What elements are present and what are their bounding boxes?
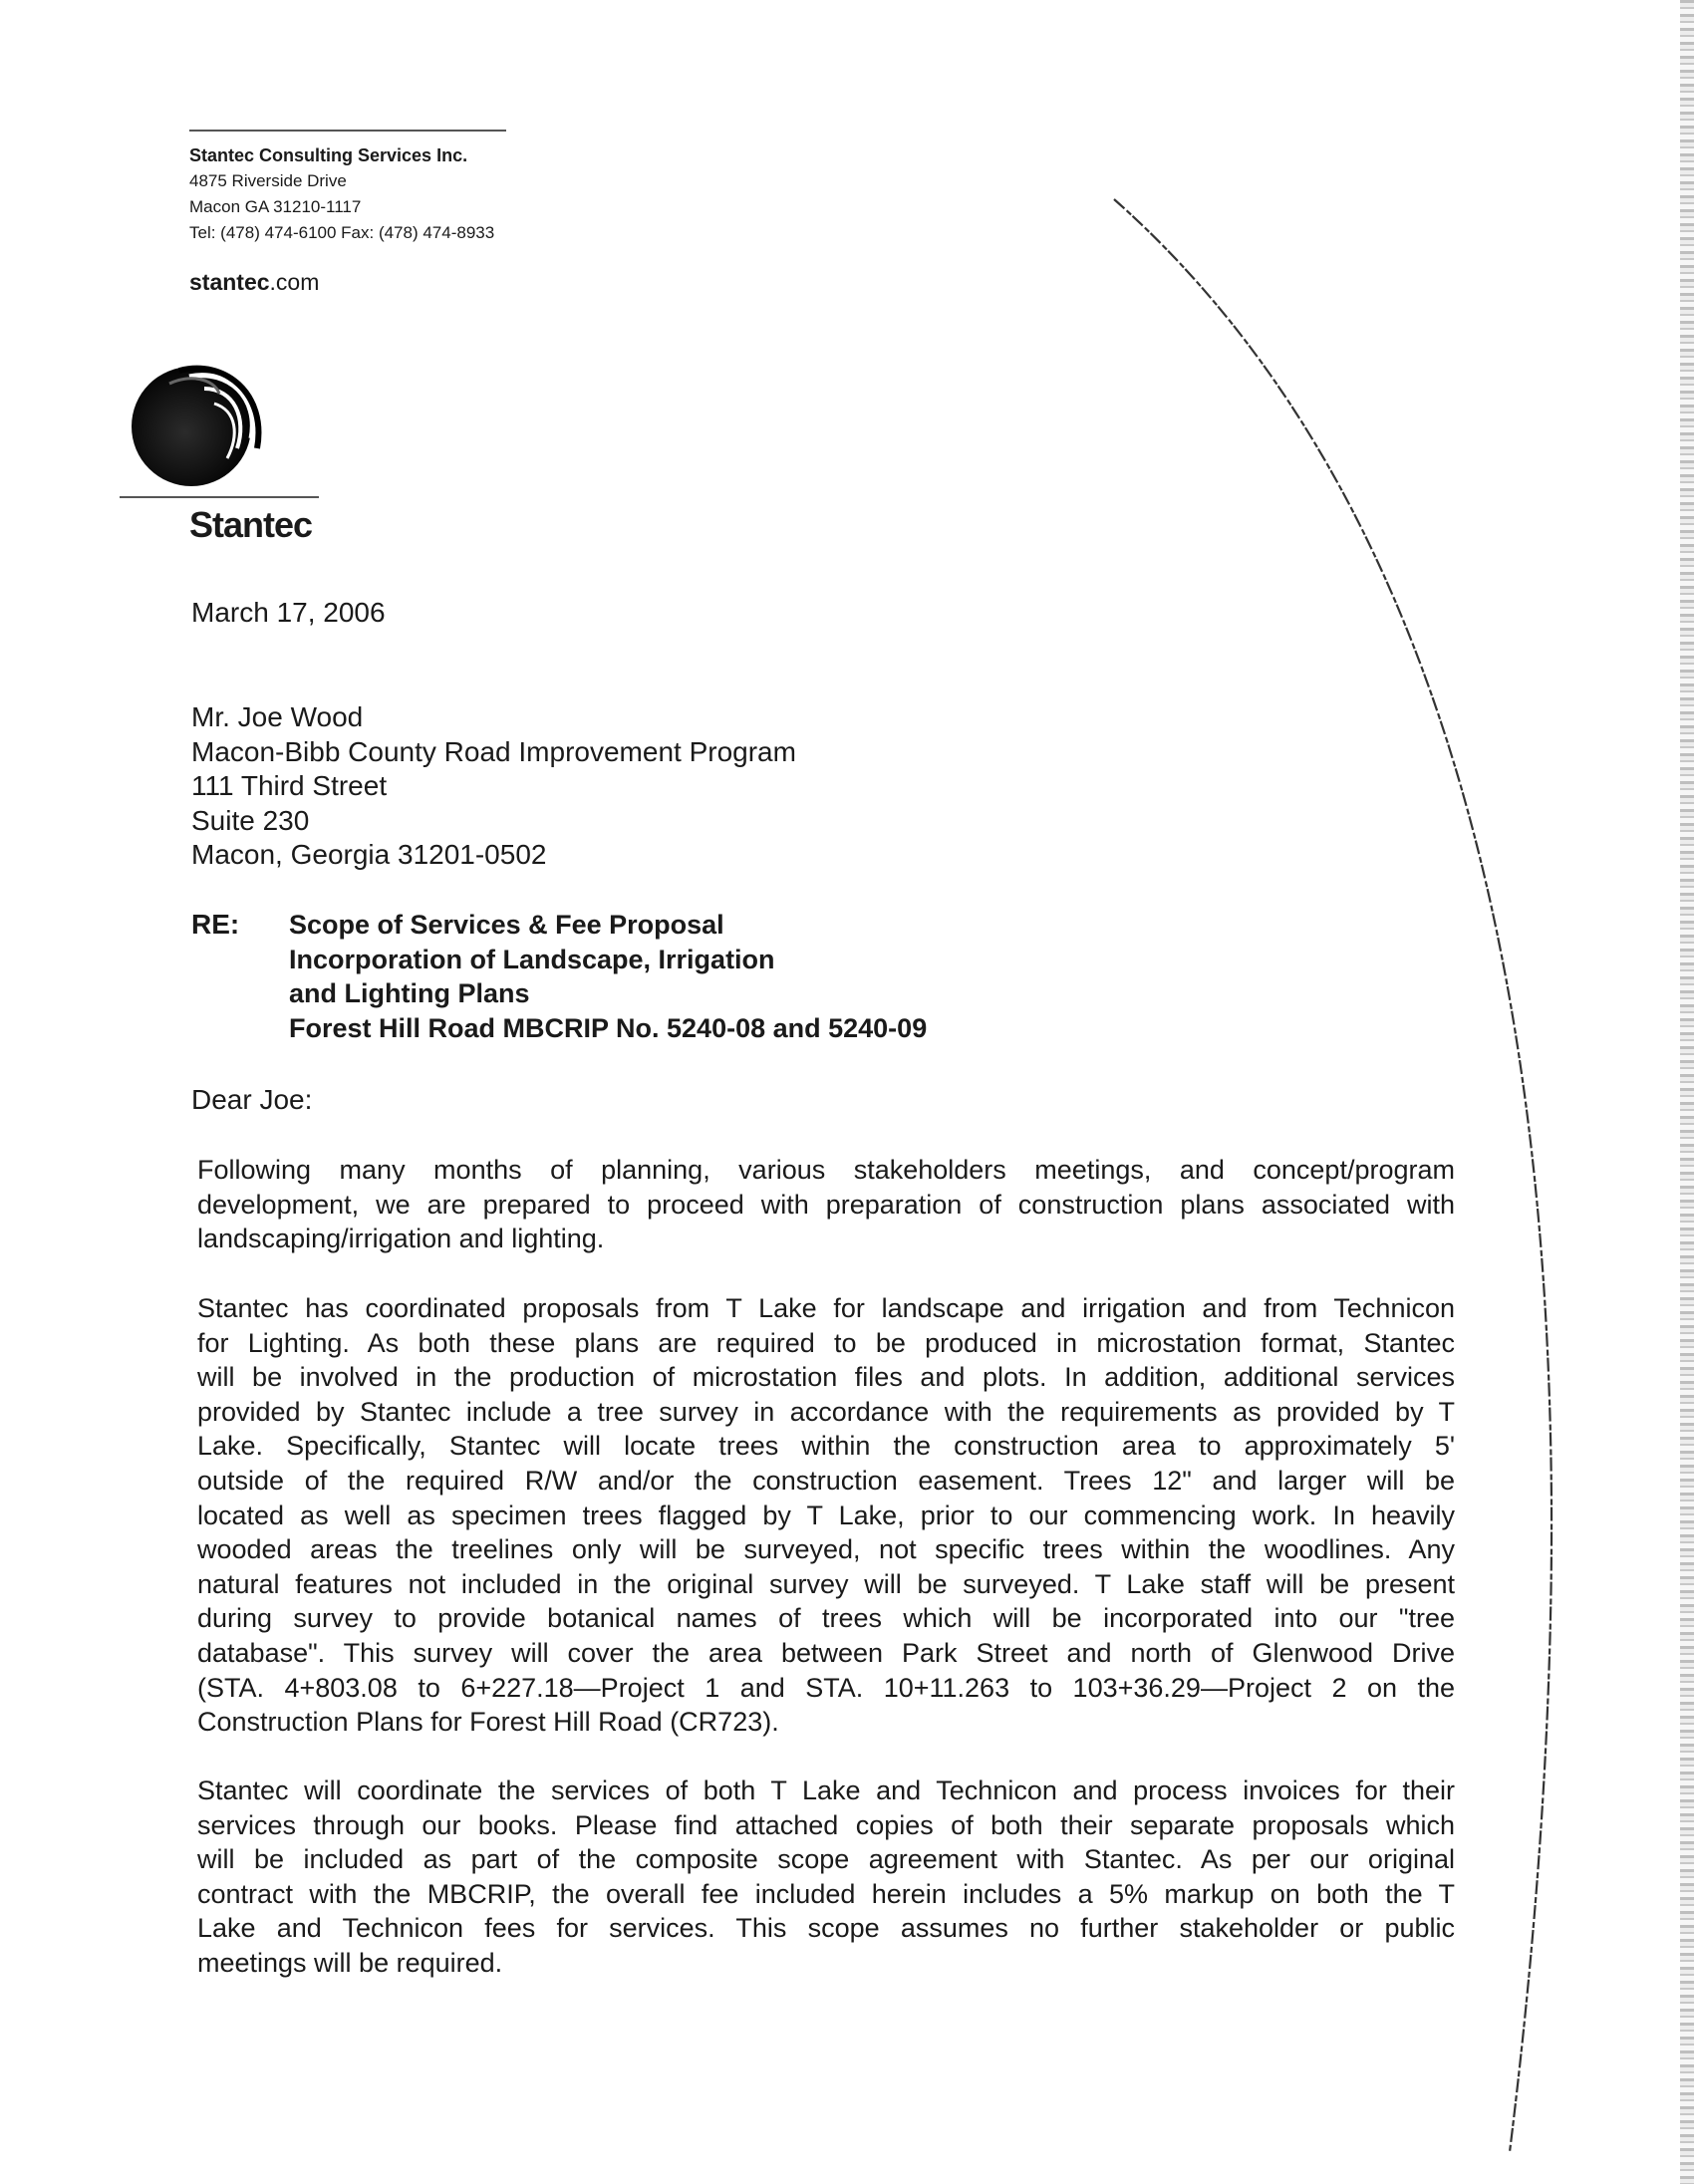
re-line: and Lighting Plans (289, 978, 530, 1008)
paragraph-line: Following many months of planning, various stakeholders meetings, and concept/program (197, 1155, 1455, 1185)
letterhead-website (189, 269, 319, 296)
paragraph-line: Stantec will coordinate the services of both T Lake and Technicon and process invoices for their (197, 1775, 1455, 1805)
re-subject (289, 908, 927, 1045)
re-line: Forest Hill Road MBCRIP No. 5240-08 and 5240-09 (289, 1012, 928, 1043)
paragraph-line: outside of the required R/W and/or the construction easement. Trees 12" and larger will be (197, 1465, 1455, 1496)
salutation: Dear Joe: (191, 1084, 313, 1115)
stantec-globe-logo-icon (120, 349, 269, 498)
scan-edge-artifact (1680, 0, 1694, 2184)
re-line: Incorporation of Landscape, Irrigation (289, 944, 775, 974)
paragraph-line: meetings will be required. (197, 1947, 503, 1978)
paragraph-line: Lake and Technicon fees for services. This scope assumes no further stakeholder or public (197, 1913, 1455, 1944)
paragraph-line: services through our books. Please find attached copies of both their separate proposals which (197, 1809, 1455, 1840)
website-suffix: .com (269, 269, 320, 295)
paragraph-line: natural features not included in the original survey will be surveyed. T Lake staff will be present (197, 1568, 1455, 1599)
letterhead-phone-fax: Tel: (478) 474-6100 Fax: (478) 474-8933 (189, 223, 495, 242)
paragraph-line: during survey to provide botanical names of trees which will be incorporated into our "tree (197, 1603, 1455, 1634)
recipient-line: Mr. Joe Wood (191, 701, 364, 732)
recipient-line: Macon, Georgia 31201-0502 (191, 839, 547, 870)
body-paragraph-2 (197, 1291, 1455, 1740)
recipient-line: 111 Third Street (191, 770, 388, 801)
paragraph-line: located as well as specimen trees flagged by T Lake, prior to our commencing work. In heavily (197, 1500, 1455, 1530)
letterhead-company: Stantec Consulting Services Inc. (189, 145, 468, 165)
re-label: RE: (191, 909, 240, 940)
re-line: Scope of Services & Fee Proposal (289, 910, 724, 940)
paragraph-line: for Lighting. As both these plans are required to be produced in microstation format, Stantec (197, 1327, 1455, 1358)
paragraph-line: landscaping/irrigation and lighting. (197, 1224, 605, 1254)
letterhead-rule (189, 130, 506, 132)
website-bold: stantec (189, 269, 270, 295)
paragraph-line: will be involved in the production of microstation files and plots. In addition, additional services (197, 1362, 1455, 1393)
recipient-address (191, 700, 796, 873)
paragraph-line: provided by Stantec include a tree survey in accordance with the requirements as provided by T (197, 1396, 1455, 1427)
paragraph-line: contract with the MBCRIP, the overall fee included herein includes a 5% markup on both the T (197, 1878, 1455, 1909)
paragraph-line: Stantec has coordinated proposals from T Lake for landscape and irrigation and from Technicon (197, 1293, 1455, 1323)
logo-rule (120, 496, 319, 498)
letter-date: March 17, 2006 (191, 597, 386, 628)
paragraph-line: Lake. Specifically, Stantec will locate trees within the construction area to approximately 5' (197, 1431, 1455, 1462)
letterhead-address-line2: Macon GA 31210-1117 (189, 197, 362, 216)
recipient-line: Macon-Bibb County Road Improvement Program (191, 735, 796, 767)
brand-wordmark: Stantec (189, 504, 313, 545)
paragraph-line: will be included as part of the composite scope agreement with Stantec. As per our original (197, 1844, 1455, 1875)
recipient-line: Suite 230 (191, 804, 310, 836)
paragraph-line: database". This survey will cover the area between Park Street and north of Glenwood Drive (197, 1637, 1455, 1668)
paragraph-line: Construction Plans for Forest Hill Road (CR723). (197, 1707, 779, 1738)
paragraph-line: (STA. 4+803.08 to 6+227.18—Project 1 and STA. 10+11.263 to 103+36.29—Project 2 on the (197, 1672, 1455, 1703)
letterhead-address-line1: 4875 Riverside Drive (189, 171, 347, 190)
body-paragraph-1 (197, 1153, 1455, 1256)
body-paragraph-3 (197, 1774, 1455, 1981)
paragraph-line: wooded areas the treelines only will be surveyed, not specific trees within the woodlines. Any (197, 1534, 1455, 1565)
paragraph-line: development, we are prepared to proceed with preparation of construction plans associated with (197, 1189, 1455, 1220)
